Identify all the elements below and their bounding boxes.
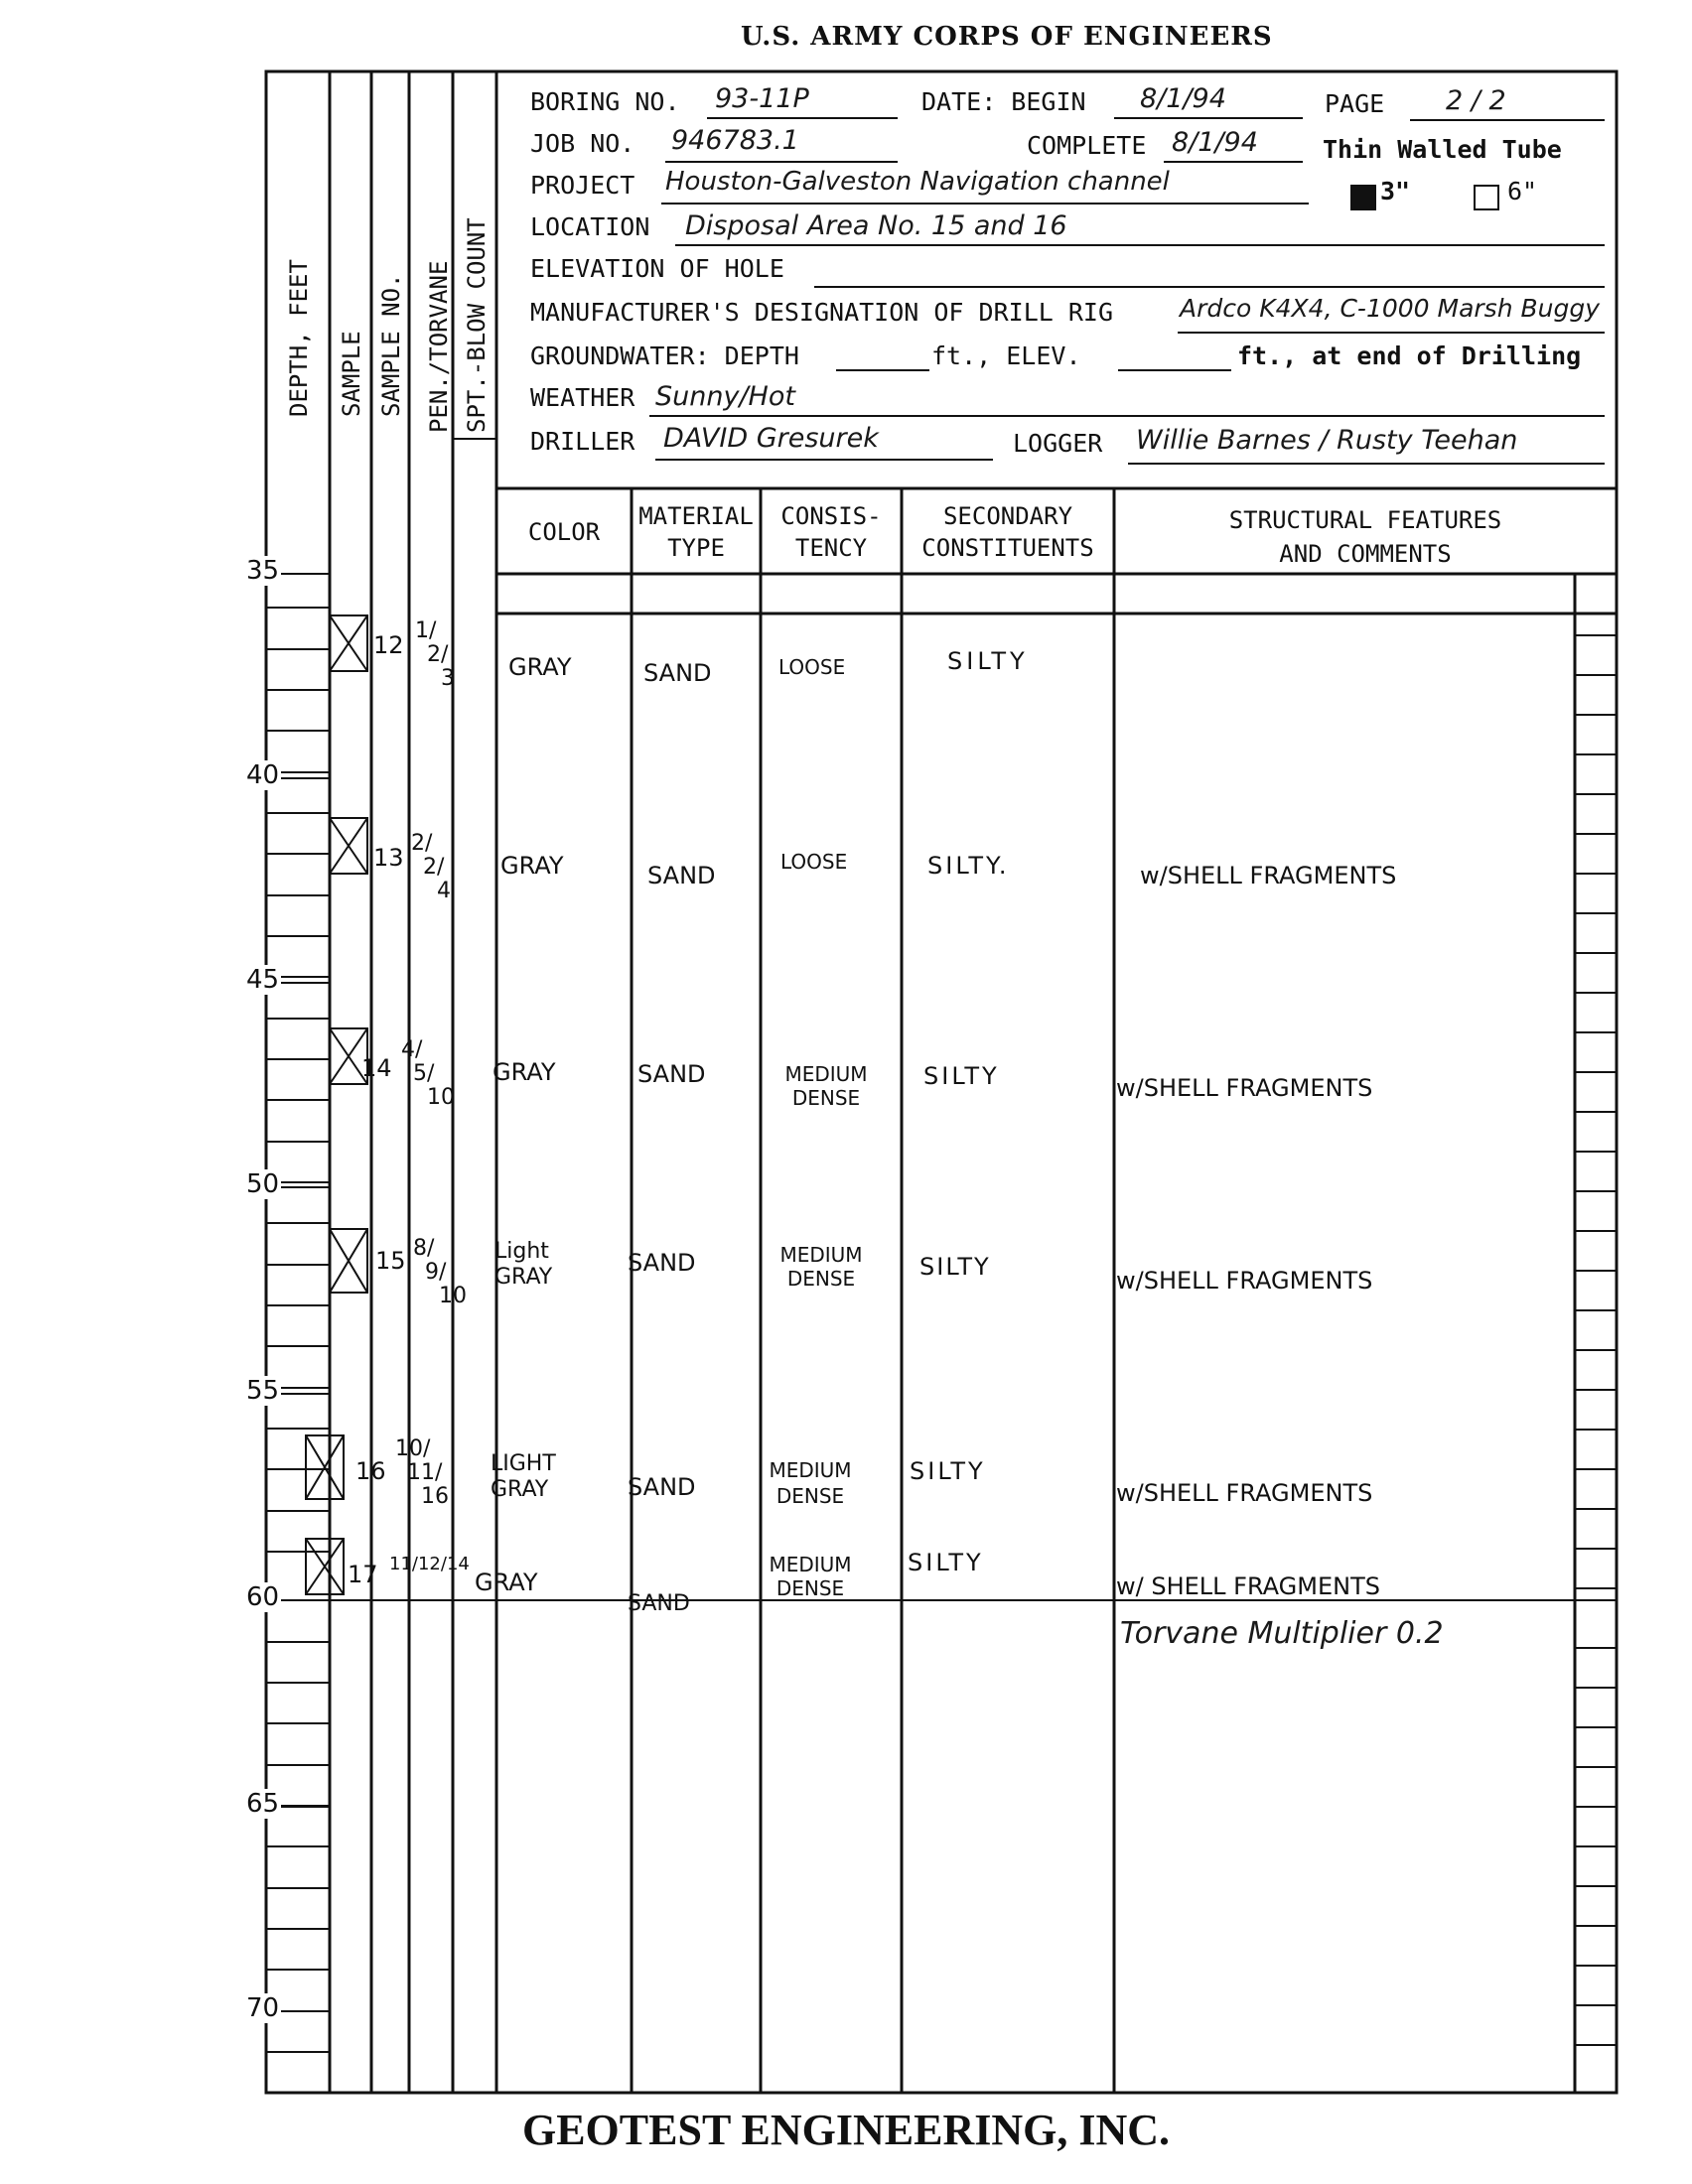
date-begin-label: DATE: BEGIN — [921, 87, 1086, 116]
logger-label: LOGGER — [1013, 429, 1103, 458]
material-cell: SAND — [628, 1249, 696, 1277]
date-begin-value: 8/1/94 — [1140, 83, 1226, 114]
drill-rig-label: MANUFACTURER'S DESIGNATION OF DRILL RIG — [530, 298, 1113, 327]
consistency-cell — [761, 1243, 882, 1291]
secondary-cell: SILTY. — [927, 852, 1010, 880]
blow-1: 8/ — [413, 1236, 435, 1261]
blow-count — [411, 832, 451, 903]
comment-cell: w/SHELL FRAGMENTS — [1116, 1074, 1373, 1102]
consistency-line-1: MEDIUM — [769, 1553, 852, 1576]
blow-1: 10/ — [395, 1436, 431, 1461]
option-6-inch: 6" — [1507, 177, 1538, 205]
material-header-1: MATERIAL — [638, 502, 754, 530]
groundwater-end-label: ft., at end of Drilling — [1237, 341, 1582, 370]
blow-1: 1/ — [415, 618, 437, 643]
blow-2: 2/ — [423, 855, 445, 880]
blow-count — [415, 619, 455, 691]
depth-label-70: 70 — [246, 1993, 280, 2023]
structural-header-1: STRUCTURAL FEATURES — [1228, 506, 1502, 534]
consistency-line-2: DENSE — [786, 1267, 856, 1291]
depth-label-35: 35 — [246, 556, 280, 586]
depth-label-50: 50 — [246, 1169, 280, 1199]
depth-label-40: 40 — [246, 760, 280, 790]
torvane-multiplier-note: Torvane Multiplier 0.2 — [1120, 1616, 1444, 1651]
blow-2: 5/ — [413, 1061, 435, 1086]
consistency-line-2: DENSE — [791, 1086, 861, 1110]
material-header-2: TYPE — [667, 534, 725, 562]
material-cell: SAND — [628, 1591, 690, 1616]
consistency-cell — [767, 1062, 886, 1110]
consistency-cell — [751, 1457, 870, 1509]
blow-1: 11/12/14 — [389, 1554, 470, 1574]
structural-header-2: AND COMMENTS — [1279, 540, 1452, 568]
material-cell: SAND — [643, 659, 712, 687]
consistency-line-1: MEDIUM — [779, 1243, 863, 1267]
blow-count — [395, 1437, 449, 1509]
depth-label-45: 45 — [246, 965, 280, 995]
option-3-inch: 3" — [1380, 177, 1411, 205]
pen-torvane-header: PEN./TORVANE — [425, 260, 453, 433]
complete-value: 8/1/94 — [1172, 127, 1258, 158]
comment-cell: w/SHELL FRAGMENTS — [1140, 862, 1397, 889]
secondary-cell: SILTY — [910, 1457, 986, 1485]
secondary-cell: SILTY — [908, 1549, 984, 1576]
sample-no-header: SAMPLE NO. — [377, 273, 405, 417]
blow-3: 16 — [421, 1484, 449, 1509]
sample-no: 14 — [361, 1054, 392, 1082]
consistency-header-1: CONSIS- — [780, 502, 882, 530]
blow-1: 4/ — [401, 1037, 423, 1062]
blow-2: 2/ — [427, 642, 449, 667]
comment-cell: w/SHELL FRAGMENTS — [1116, 1479, 1373, 1507]
drill-rig-value: Ardco K4X4, C-1000 Marsh Buggy — [1180, 294, 1601, 323]
location-value: Disposal Area No. 15 and 16 — [685, 210, 1067, 241]
driller-value: DAVID Gresurek — [663, 423, 879, 454]
page-value: 2 / 2 — [1446, 85, 1506, 116]
consistency-line-2: DENSE — [776, 1576, 845, 1600]
complete-label: COMPLETE — [1027, 131, 1147, 160]
color-line-1: Light — [494, 1239, 549, 1264]
secondary-header-1: SECONDARY — [942, 502, 1073, 530]
elevation-label: ELEVATION OF HOLE — [530, 254, 784, 283]
depth-header: DEPTH, FEET — [285, 259, 313, 417]
secondary-cell: SILTY — [947, 647, 1029, 675]
secondary-header-2: CONSTITUENTS — [921, 534, 1094, 562]
color-header: COLOR — [527, 518, 601, 546]
sample-no: 12 — [373, 631, 404, 659]
company-footer: GEOTEST ENGINEERING, INC. — [521, 2106, 1171, 2154]
sample-no: 17 — [348, 1561, 378, 1588]
depth-label-65: 65 — [246, 1789, 280, 1819]
weather-value: Sunny/Hot — [655, 381, 795, 412]
project-label: PROJECT — [530, 171, 635, 200]
groundwater-label: GROUNDWATER: DEPTH — [530, 341, 799, 370]
job-value: 946783.1 — [671, 125, 799, 156]
consistency-line-1: MEDIUM — [769, 1458, 852, 1482]
color-cell — [491, 1451, 556, 1503]
comment-cell: w/SHELL FRAGMENTS — [1116, 1267, 1373, 1295]
consistency-header-2: TENCY — [794, 534, 868, 562]
sample-no: 15 — [375, 1247, 406, 1275]
groundwater-elev-label: ft., ELEV. — [931, 341, 1081, 370]
driller-label: DRILLER — [530, 427, 635, 456]
consistency-cell: LOOSE — [778, 655, 846, 679]
depth-label-60: 60 — [246, 1582, 280, 1612]
blow-3: 10 — [439, 1284, 467, 1308]
secondary-cell: SILTY — [923, 1062, 1000, 1090]
color-cell: GRAY — [493, 1058, 556, 1086]
depth-label-55: 55 — [246, 1376, 280, 1406]
boring-label: BORING NO. — [530, 87, 680, 116]
logger-value: Willie Barnes / Rusty Teehan — [1136, 425, 1518, 456]
blow-2: 11/ — [407, 1460, 443, 1485]
location-label: LOCATION — [530, 212, 650, 241]
blow-count — [413, 1237, 467, 1308]
blow-3: 10 — [427, 1085, 455, 1110]
weather-label: WEATHER — [530, 383, 635, 412]
project-value: Houston-Galveston Navigation channel — [665, 167, 1170, 197]
sample-no: 13 — [373, 844, 404, 872]
job-label: JOB NO. — [530, 129, 635, 158]
blow-3: 3 — [441, 666, 455, 691]
consistency-line-1: MEDIUM — [784, 1062, 868, 1086]
material-cell: SAND — [637, 1060, 706, 1088]
blow-count — [389, 1553, 470, 1576]
sample-no: 16 — [355, 1457, 386, 1485]
blow-1: 2/ — [411, 831, 433, 856]
tube-label: Thin Walled Tube — [1323, 135, 1562, 164]
boring-value: 93-11P — [715, 83, 809, 114]
page-label: PAGE — [1325, 89, 1385, 118]
spt-blow-count-header: SPT.-BLOW COUNT — [463, 217, 491, 433]
color-cell — [494, 1239, 552, 1291]
color-line-2: GRAY — [491, 1477, 549, 1502]
blow-count — [401, 1038, 455, 1110]
form-title: U.S. ARMY CORPS OF ENGINEERS — [741, 22, 1273, 52]
consistency-cell — [751, 1553, 870, 1600]
blow-2: 9/ — [425, 1260, 447, 1285]
consistency-cell: LOOSE — [780, 850, 848, 874]
color-line-1: LIGHT — [491, 1451, 556, 1476]
material-cell: SAND — [647, 862, 716, 889]
consistency-line-2: DENSE — [776, 1484, 845, 1508]
color-cell: GRAY — [508, 653, 572, 681]
color-cell: GRAY — [475, 1569, 538, 1596]
color-line-2: GRAY — [494, 1265, 553, 1290]
comment-cell: w/ SHELL FRAGMENTS — [1116, 1572, 1380, 1600]
material-cell: SAND — [628, 1473, 696, 1501]
sample-header: SAMPLE — [338, 331, 365, 417]
secondary-cell: SILTY — [919, 1253, 991, 1281]
blow-3: 4 — [437, 879, 451, 903]
color-cell: GRAY — [500, 852, 564, 880]
